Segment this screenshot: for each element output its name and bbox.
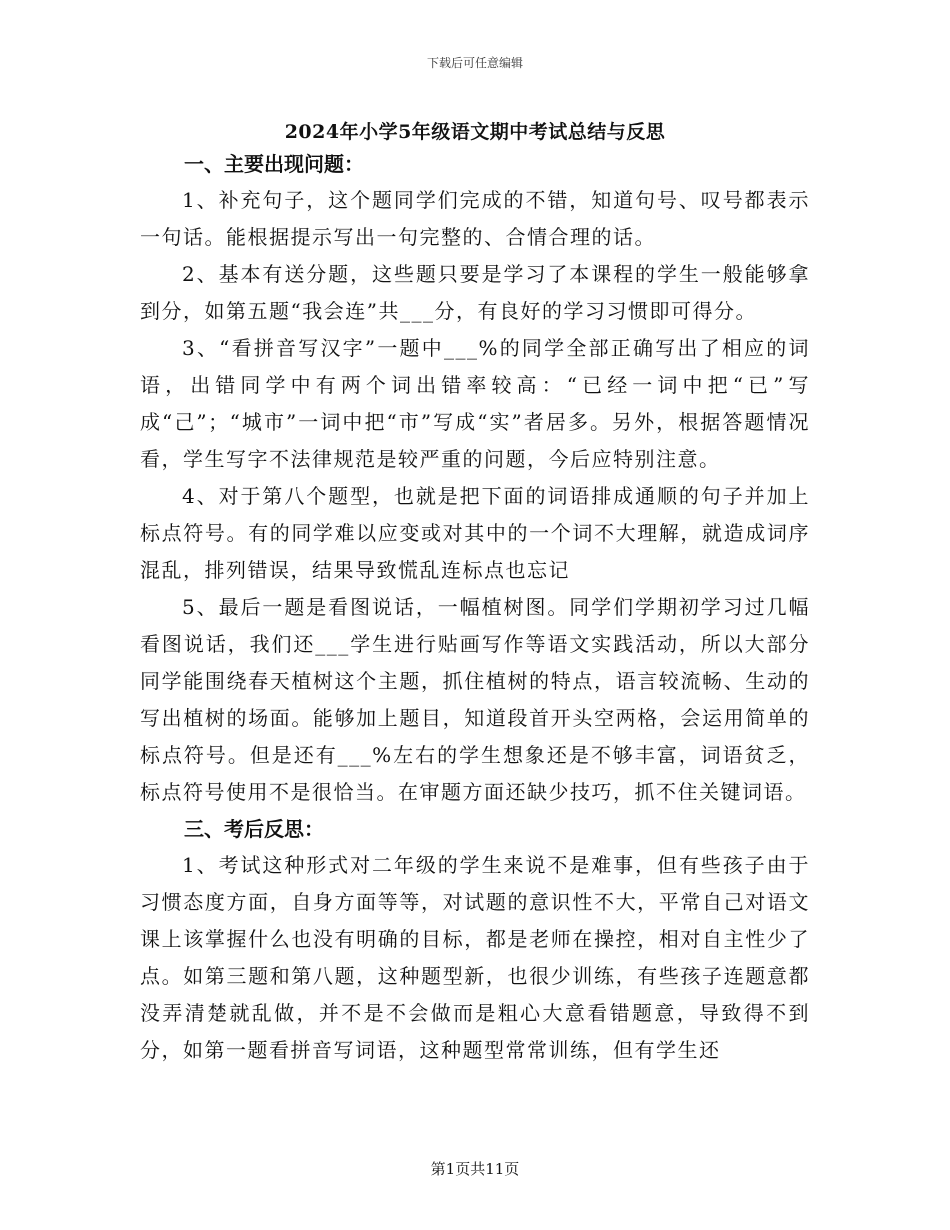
header-note: 下载后可任意编辑	[426, 56, 523, 70]
paragraph: 5、最后一题是看图说话，一幅植树图。同学们学期初学习过几幅看图说话，我们还___学生进行贴画写作等语文实践活动，所以大部分同学能围绕春天植树这个主题，抓住植树的特点，语言较流畅、生动的写出植树的场面。能够加上题目，知道段首开头空两格，会运用简单的标点符号。但是还有___%左右的学生想象还是不够丰富，词语贫乏，标点符号使用不是很恰当。在审题方面还缺少技巧，抓不住关键词语。	[140, 595, 810, 804]
section-heading-reflection: 三、考后反思：	[184, 817, 324, 841]
section-heading-problems: 一、主要出现问题：	[184, 152, 364, 176]
page-footer: 第1页共11页	[430, 1160, 520, 1178]
paragraph: 1、考试这种形式对二年级的学生来说不是难事，但有些孩子由于习惯态度方面，自身方面等等，对试题的意识性不大，平常自己对语文课上该掌握什么也没有明确的目标，都是老师在操控，相对自主性少了点。如第三题和第八题，这种题型新，也很少训练，有些孩子连题意都没弄清楚就乱做，并不是不会做而是粗心大意看错题意，导致得不到分，如第一题看拼音写词语，这种题型常常训练，但有学生还	[140, 853, 810, 1062]
document-title: 2024年小学5年级语文期中考试总结与反思	[284, 121, 666, 143]
paragraph: 4、对于第八个题型，也就是把下面的词语排成通顺的句子并加上标点符号。有的同学难以应变或对其中的一个词不大理解，就造成词序混乱，排列错误，结果导致慌乱连标点也忘记	[140, 484, 810, 582]
paragraph: 2、基本有送分题，这些题只要是学习了本课程的学生一般能够拿到分，如第五题“我会连”共___分，有良好的学习习惯即可得分。	[140, 262, 810, 323]
paragraph: 1、补充句子，这个题同学们完成的不错，知道句号、叹号都表示一句话。能根据提示写出一句完整的、合情合理的话。	[140, 188, 810, 249]
paragraph: 3、“看拼音写汉字”一题中___%的同学全部正确写出了相应的词语，出错同学中有两个词出错率较高：“已经一词中把“已”写成“己”；“城市”一词中把“市”写成“实”者居多。另外，根据答题情况看，学生写字不法律规范是较严重的问题，今后应特别注意。	[140, 336, 810, 471]
document-body	[140, 146, 810, 1069]
